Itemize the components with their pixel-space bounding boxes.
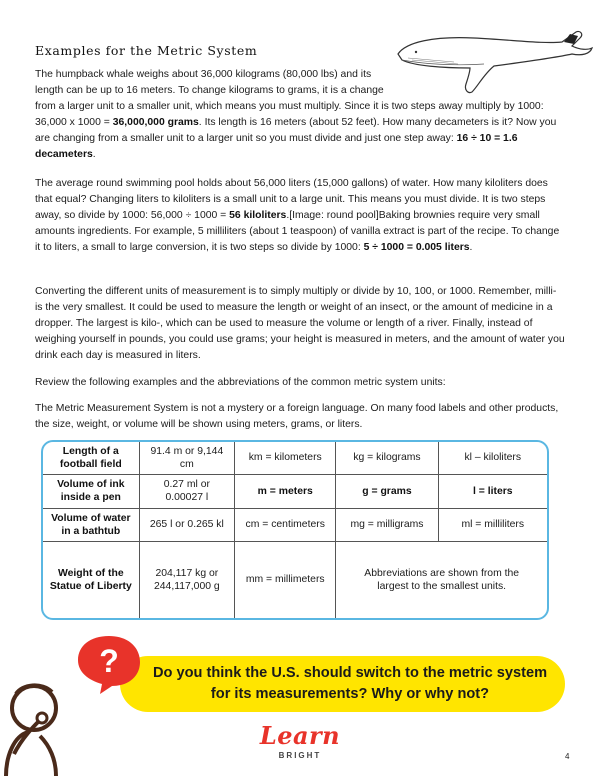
paragraph-text: . Its length is 16 meters (about 52 feet). How many decameters is it? Now you are changing from a smaller unit to a larger unit so you must divide and just one step away:	[35, 117, 557, 145]
paragraph-text: from a larger unit to a smaller unit, which means you must multiply. Since it is two steps away multiply by 1000: 36,000 x 1000 =	[35, 101, 544, 129]
question-bubble-icon	[74, 632, 144, 696]
bold-answer: 5 ÷ 1000 = 0.005 liters	[363, 242, 470, 254]
bold-answer: 56 kiloliters	[229, 210, 287, 222]
table-cell-abbreviation: mg = milligrams	[336, 508, 438, 541]
table-cell-label: Length of a football field	[43, 442, 139, 474]
table-cell-abbreviation: km = kilometers	[235, 442, 336, 474]
table-cell-label: Weight of the Statue of Liberty	[43, 541, 139, 618]
logo-sub-text: BRIGHT	[278, 751, 322, 760]
metric-table	[41, 440, 549, 620]
table-cell-abbreviation: cm = centimeters	[235, 508, 336, 541]
page-title: Examples for the Metric System	[35, 43, 258, 58]
table-cell-label: Volume of water in a bathtub	[43, 508, 139, 541]
table-cell-abbreviation: l = liters	[438, 474, 547, 508]
paragraph-pool	[35, 176, 566, 256]
bold-answer: 16 ÷ 10 = 1.6 decameters	[35, 133, 518, 161]
table-cell-abbreviation: g = grams	[336, 474, 438, 508]
paragraph-text: The average round swimming pool holds about 56,000 liters (15,000 gallons) of water. How many kiloliters does that equal? Changing liters to kiloliters is a small unit to a large unit. This means you must divide. It is two steps away, so divide by 1000: 56,000 ÷ 1000 =	[35, 178, 548, 222]
discussion-question: Do you think the U.S. should switch to the metric system for its measurements? Why or why not?	[152, 665, 548, 702]
page-number: 4	[565, 752, 570, 761]
thinking-person-illustration	[0, 676, 70, 776]
question-mark: ?	[99, 643, 119, 679]
paragraph-review: Review the following examples and the abbreviations of the common metric system units:	[35, 377, 446, 388]
table-cell-abbreviation: kl – kiloliters	[438, 442, 547, 474]
paragraph-whale-intro: The humpback whale weighs about 36,000 kilograms (80,000 lbs) and its length can be up to 16 meters. To change kilograms to grams, it is a change	[35, 69, 384, 97]
paragraph-conversions: Converting the different units of measurement is to simply multiply or divide by 10, 100, or 1000. Remember, milli- is the very smallest. It could be used to measure the length or weight of an insect, or the amount of medicine in a dropper. The largest is kilo-, which can be used to measure the volume or length of a river. Finally, instead of weighing yourself in pounds, you could use grams; your height is measured in meters, and the amount of water you drink each day is measured in liters.	[35, 286, 565, 362]
table-cell-abbreviation: ml = milliliters	[438, 508, 547, 541]
table-cell-value: 204,117 kg or 244,117,000 g	[139, 541, 234, 618]
table-cell-label: Volume of ink inside a pen	[43, 474, 139, 508]
table-cell-value: 0.27 ml or 0.00027 l	[139, 474, 234, 508]
bold-answer: 36,000,000 grams	[112, 117, 199, 129]
learn-bright-logo	[250, 722, 350, 772]
table-cell-abbreviation: m = meters	[235, 474, 336, 508]
table-row	[43, 508, 547, 541]
table-cell-abbreviation: mm = millimeters	[235, 541, 336, 618]
table-row	[43, 541, 547, 618]
paragraph-text: .[Image: round pool]Baking brownies require very small amounts ingredients. For example, 5 milliliters (about 1 teaspoon) of vanilla extract is part of the recipe. To change it to liters, a small to large conversion, it is two steps so divide by 1000:	[35, 210, 560, 254]
table-cell-abbreviation: kg = kilograms	[336, 442, 438, 474]
paragraph-labels: The Metric Measurement System is not a mystery or a foreign language. On many food labels and other products, the size, weight, or volume will be shown using meters, grams, or liters.	[35, 403, 559, 431]
table-row	[43, 474, 547, 508]
table-cell-value: 91.4 m or 9,144 cm	[139, 442, 234, 474]
table-note: Abbreviations are shown from the largest to the smallest units.	[336, 541, 547, 618]
table-row	[43, 442, 547, 474]
paragraph-whale	[35, 67, 566, 164]
logo-main-text: Learn	[259, 721, 341, 750]
table-cell-value: 265 l or 0.265 kl	[139, 508, 234, 541]
paragraph-text: .	[469, 242, 473, 254]
paragraph-text: .	[92, 149, 96, 161]
